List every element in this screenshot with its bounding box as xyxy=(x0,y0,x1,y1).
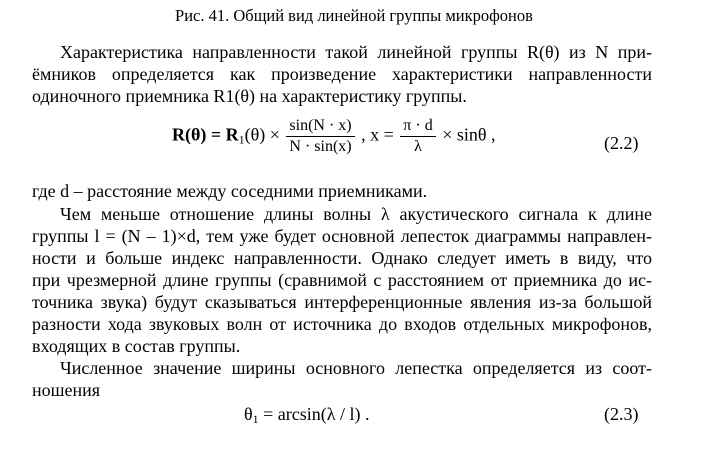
equation-number-2-2: (2.2) xyxy=(604,133,639,153)
equation-2-2 xyxy=(172,116,495,157)
para1-line-2: ёмников определяется как произведение характеристики направленности xyxy=(32,64,652,84)
para3-line-7: входящих в состав группы. xyxy=(32,336,241,356)
eq2-lhs: θ xyxy=(244,404,253,424)
para2-line: где d – расстояние между соседними приемниками. xyxy=(32,181,428,201)
eq1-mid: , x = xyxy=(361,124,394,145)
para3-line-2: группы l = (N – 1)×d, тем уже будет основной лепесток диаграммы направлен- xyxy=(32,226,652,246)
para3-line-1: Чем меньше отношение длины волны λ акустического сигнала к длине xyxy=(60,204,652,224)
para3-line-6: разности хода звуковых волн от источника до входов отдельных микрофонов, xyxy=(32,314,652,334)
eq1-frac2-den: λ xyxy=(400,136,435,157)
para1-line-1: Характеристика направленности такой линейной группы R(θ) из N при- xyxy=(60,42,652,62)
equation-number-2-3: (2.3) xyxy=(604,404,639,424)
para3-line-5: точника звука) будут сказываться интерференционные явления из-за большой xyxy=(32,292,652,312)
eq1-frac1-num: sin(N · x) xyxy=(289,117,352,134)
para4-line-2: ношения xyxy=(32,380,101,400)
eq2-rhs: = arcsin(λ / l) . xyxy=(258,404,370,424)
para3-line-3: ности и больше индекс направленности. Однако следует иметь в виду, что xyxy=(32,248,652,268)
eq1-frac2-num: π · d xyxy=(403,117,433,134)
eq1-frac1-den: N · sin(x) xyxy=(286,136,354,157)
eq1-fraction-2 xyxy=(400,116,435,157)
para4-line-1: Численное значение ширины основного лепестка определяется из соот- xyxy=(60,358,652,378)
eq2-lhs-sub: 1 xyxy=(252,412,259,426)
eq1-fraction-1 xyxy=(286,116,354,157)
eq1-rhs: × sinθ , xyxy=(442,124,496,145)
figure-caption: Рис. 41. Общий вид линейной группы микрофонов xyxy=(175,6,533,25)
equation-2-3 xyxy=(244,404,369,427)
eq1-lhs-sub: 1 xyxy=(238,132,245,147)
para3-line-4: при чрезмерной длине группы (сравнимой с расстоянием от приемника до ис- xyxy=(32,270,652,290)
eq1-lhs-after: (θ) × xyxy=(244,124,280,145)
eq1-lhs: R(θ) = R xyxy=(172,124,239,145)
para1-line-3: одиночного приемника R1(θ) на характеристику группы. xyxy=(32,86,467,106)
